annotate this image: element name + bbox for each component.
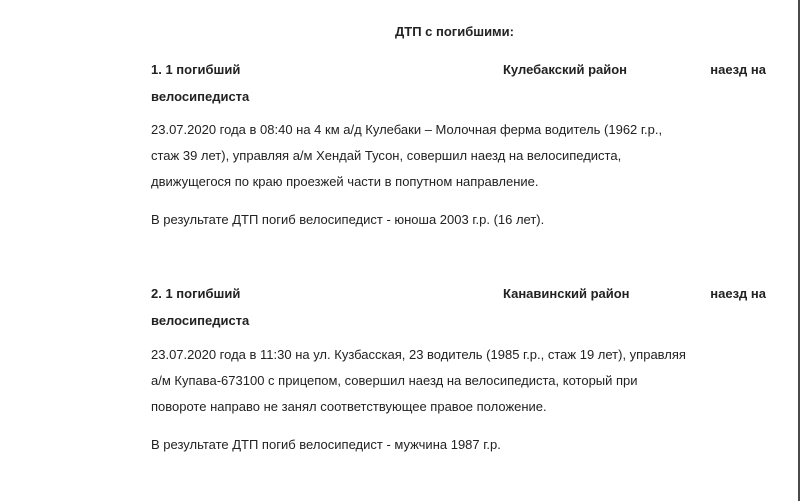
description-line: стаж 39 лет), управляя а/м Хендай Тусон, совершил наезд на велосипедиста,	[151, 148, 622, 163]
document-title: ДТП с погибшими:	[395, 24, 514, 39]
description-line: а/м Купава-673100 с прицепом, совершил наезд на велосипедиста, который при	[151, 373, 638, 388]
incident-1-heading	[151, 62, 766, 82]
incident-type: наезд на	[710, 286, 766, 301]
incident-number: 2. 1 погибший	[151, 286, 241, 301]
incident-2-description	[151, 342, 781, 420]
incident-type: наезд на	[710, 62, 766, 77]
incident-1-description	[151, 117, 781, 195]
incident-district: Канавинский район	[503, 286, 630, 301]
incident-district: Кулебакский район	[503, 62, 628, 77]
incident-number: 1. 1 погибший	[151, 62, 241, 77]
description-line: повороте направо не занял соответствующее правое положение.	[151, 399, 547, 414]
incident-1-result: В результате ДТП погиб велосипедист - юноша 2003 г.р. (16 лет).	[151, 212, 545, 227]
incident-type-continued: велосипедиста	[151, 313, 250, 328]
incident-2-result: В результате ДТП погиб велосипедист - мужчина 1987 г.р.	[151, 437, 501, 452]
description-line: 23.07.2020 года в 08:40 на 4 км а/д Кулебаки – Молочная ферма водитель (1962 г.р.,	[151, 122, 663, 137]
description-line: 23.07.2020 года в 11:30 на ул. Кузбасская, 23 водитель (1985 г.р., стаж 19 лет), управляя	[151, 347, 686, 362]
incident-type-continued: велосипедиста	[151, 89, 250, 104]
incident-2-heading	[151, 286, 766, 306]
description-line: движущегося по краю проезжей части в попутном направление.	[151, 174, 539, 189]
